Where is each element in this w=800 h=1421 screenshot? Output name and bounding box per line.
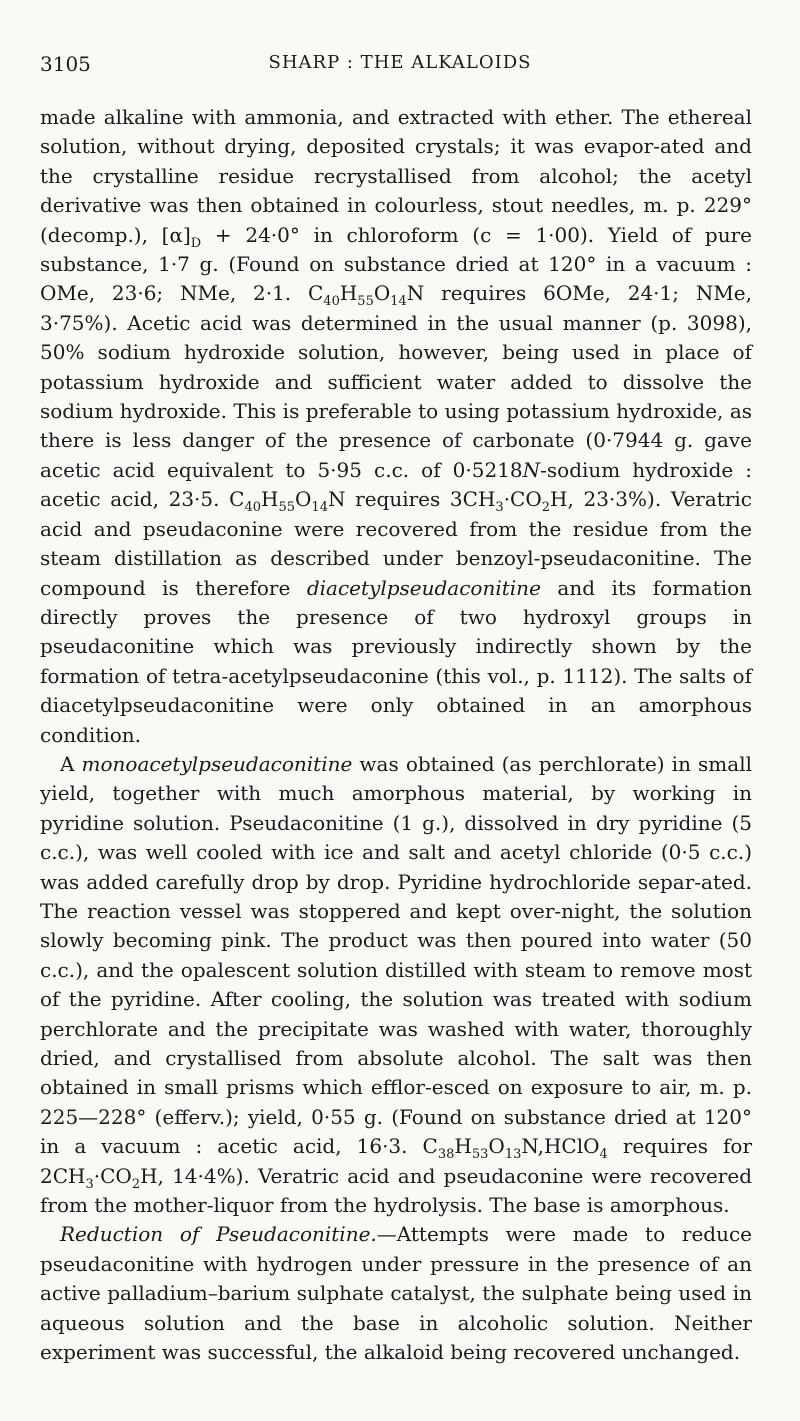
subscript: 55	[278, 500, 296, 516]
paragraph-p2	[40, 750, 752, 1221]
text-run: N requires 3CH	[327, 487, 496, 512]
text-run: H	[454, 1134, 472, 1159]
subscript: 55	[357, 294, 374, 310]
subscript: D	[190, 235, 202, 251]
subscript: 40	[323, 294, 340, 310]
subscript: 3	[495, 500, 504, 516]
text-run: was obtained (as perchlorate) in small yield, together with much amorphous material, by working in pyridine solution. Pseudaconitine (1 g.), dissolved in dry pyridine (5 c.c.), was well cooled with ice and salt and acetyl chloride (0·5 c.c.) was added carefully drop by drop. Pyridine hydrochloride separ-ated. The reaction vessel was stoppered and kept over-night, the solution slowly becoming pink. The product was then poured into water (50 c.c.), and the opalescent solution distilled with steam to remove most of the pyridine. After cooling, the solution was treated with sodium perchlorate and the precipitate was washed with water, thoroughly dried, and crystallised from absolute alcohol. The salt was then obtained in small prisms which efflor-esced on exposure to air, m. p. 225—228° (efferv.); yield, 0·55 g. (Found on substance dried at 120° in a vacuum : acetic acid, 16·3. C	[40, 751, 752, 1159]
body-text	[40, 103, 752, 1367]
subscript: 53	[471, 1147, 489, 1163]
text-run: -sodium hydroxide : acetic acid, 23·5. C	[40, 457, 752, 512]
text-run: N,HClO	[521, 1134, 600, 1159]
text-run: and its formation directly proves the presence of two hydroxyl groups in pseudaconitine which was previously indirectly shown by the formation of tetra-acetylpseudaconine (this vol., p. 1112). The salts of diacetylpseudaconitine were only obtained in an amorphous condition.	[40, 575, 753, 747]
text-run: H	[339, 281, 358, 306]
subscript: 2	[131, 1176, 141, 1192]
text-run: —Attempts were made to reduce pseudaconitine with hydrogen under pressure in the presence of an active palladium–barium sulphate catalyst, the sulphate being used in aqueous solution and the base in alcoholic solution. Neither experiment was successful, the alkaloid being recovered unchanged.	[40, 1222, 753, 1365]
text-run: A	[60, 751, 82, 776]
subscript: 14	[390, 294, 407, 310]
subscript: 38	[437, 1147, 455, 1163]
text-run: O	[373, 281, 391, 306]
italic-text: Reduction of Pseudaconitine.	[60, 1222, 377, 1247]
text-run: O	[295, 487, 312, 512]
paragraph-p1	[40, 103, 752, 750]
text-run: N requires 6OMe, 24·1; NMe, 3·75%). Acetic acid was determined in the usual manner (p. 3098), 50% sodium hydroxide solution, however, being used in place of potassium hydroxide and sufficient water added to dissolve the sodium hydroxide. This is preferable to using potassium hydroxide, as there is less danger of the presence of carbonate (0·7944 g. gave acetic acid equivalent to 5·95 c.c. of 0·5218	[40, 281, 752, 482]
page-number: 3105	[40, 52, 91, 76]
text-run: O	[488, 1134, 505, 1159]
text-run: ·CO	[93, 1163, 132, 1188]
subscript: 3	[85, 1176, 94, 1192]
text-run: ·CO	[503, 487, 542, 512]
subscript: 2	[541, 500, 551, 516]
subscript: 13	[504, 1147, 522, 1163]
text-run: H, 14·4%). Veratric acid and pseudaconine were recovered from the mother-liquor from the hydrolysis. The base is amorphous.	[40, 1163, 752, 1218]
subscript: 14	[311, 500, 328, 516]
italic-text: N	[522, 457, 541, 482]
subscript: 4	[599, 1147, 608, 1163]
text-run: + 24·0° in chloroform (c = 1·00). Yield of pure substance, 1·7 g. (Found on substance dried at 120° in a vacuum : OMe, 23·6; NMe, 2·1. C	[40, 222, 753, 306]
page-header	[40, 52, 760, 82]
text-run: H	[261, 487, 279, 512]
text-run: made alkaline with ammonia, and extracted with ether. The ethereal solution, without drying, deposited crystals; it was evapor-ated and the crystalline residue recrystallised from alcohol; the acetyl derivative was then obtained in colourless, stout needles, m. p. 229° (decomp.), [α]	[40, 105, 752, 247]
paragraph-p3	[40, 1220, 752, 1367]
italic-text: monoacetylpseudaconitine	[81, 751, 353, 776]
running-head: SHARP : THE ALKALOIDS	[268, 52, 532, 73]
italic-text: diacetylpseudaconitine	[306, 575, 541, 600]
subscript: 40	[244, 500, 262, 516]
text-run: requires for 2CH	[40, 1134, 753, 1188]
text-run: H, 23·3%). Veratric acid and pseudaconine were recovered from the residue from the steam distillation as described under benzoyl-pseudaconitine. The compound is therefore	[40, 487, 752, 600]
